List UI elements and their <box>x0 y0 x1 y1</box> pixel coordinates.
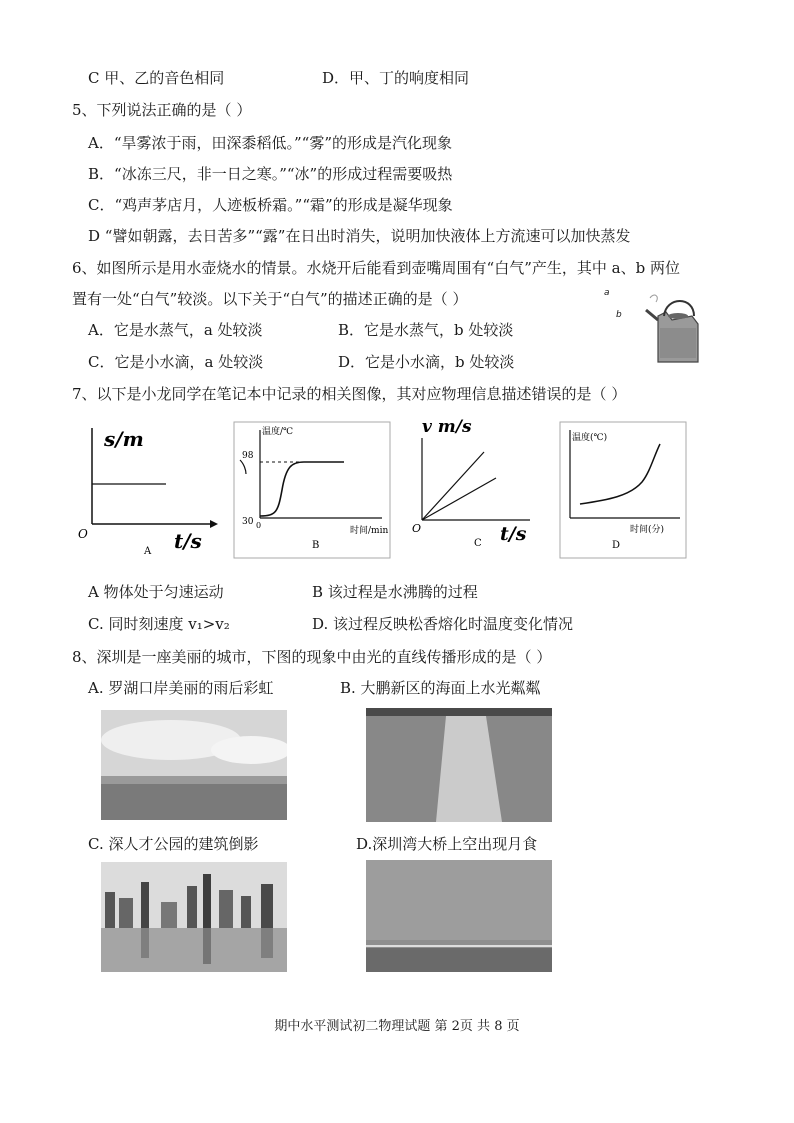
q6-stem-line1: 6、如图所示是用水壶烧水的情景。水烧开后能看到壶嘴周围有“白气”产生，其中 a、b 两位 <box>72 259 680 277</box>
q4-option-c: C 甲、乙的音色相同 <box>88 69 225 87</box>
q6-stem-line2: 置有一处“白气”较淡。以下关于“白气”的描述正确的是（ ） <box>72 290 468 308</box>
graph-d-series-line <box>580 444 660 504</box>
kettle-label-b: b <box>616 310 622 320</box>
graph-a-ylabel: s/m <box>104 427 144 451</box>
q7-option-c: C. 同时刻速度 v₁>v₂ <box>88 615 230 633</box>
q7-option-a: A 物体处于匀速运动 <box>88 583 224 601</box>
graph-d <box>558 420 688 560</box>
graph-c-xlabel: t/s <box>500 523 527 545</box>
q6-option-b: B．它是水蒸气，b 处较淡 <box>338 321 514 339</box>
graph-d-ylabel: 温度(℃) <box>572 433 608 443</box>
graph-c-series-v2 <box>422 478 496 520</box>
graph-b-origin: 0 <box>256 521 262 530</box>
building-reflection-photo <box>101 862 287 972</box>
kettle-label-a: a <box>604 288 610 298</box>
q6-option-a: A．它是水蒸气，a 处较淡 <box>88 321 263 339</box>
graph-a-xlabel: t/s <box>174 529 202 553</box>
q8-option-d: D.深圳湾大桥上空出现月食 <box>356 835 538 853</box>
q8-option-a: A. 罗湖口岸美丽的雨后彩虹 <box>88 679 274 697</box>
graph-d-caption: D <box>612 540 621 551</box>
q6-option-c: C．它是小水滴，a 处较淡 <box>88 353 264 371</box>
graph-b-ylabel: 温度/℃ <box>262 427 294 437</box>
graph-c <box>412 412 540 560</box>
graph-c-series-v1 <box>422 452 484 520</box>
q5-option-a: A．“旱雾浓于雨，田深黍稻低。”“雾”的形成是汽化现象 <box>88 134 453 152</box>
graph-a <box>72 420 222 560</box>
kettle-icon <box>636 286 706 372</box>
kettle-figure <box>604 286 706 372</box>
graph-b-tick-98: 98 <box>242 451 254 461</box>
q7-stem: 7、以下是小龙同学在笔记本中记录的相关图像，其对应物理信息描述错误的是（ ） <box>72 385 627 403</box>
graph-b <box>232 420 392 560</box>
sea-sparkle-photo <box>366 708 552 822</box>
q5-option-d: D “譬如朝露，去日苦多”“露”在日出时消失，说明加快液体上方流速可以加快蒸发 <box>88 227 631 245</box>
graph-c-caption: C <box>474 538 482 549</box>
q5-option-c: C．“鸡声茅店月，人迹板桥霜。”“霜”的形成是凝华现象 <box>88 196 453 214</box>
graph-c-origin: O <box>412 522 422 535</box>
graph-d-xlabel: 时间(分) <box>630 525 665 535</box>
q6-option-d: D．它是小水滴，b 处较淡 <box>338 353 515 371</box>
rainbow-photo <box>101 710 287 820</box>
graph-c-ylabel: v m/s <box>422 417 472 437</box>
graph-b-series-line <box>260 462 344 516</box>
q8-option-b: B. 大鹏新区的海面上水光粼粼 <box>340 679 541 697</box>
q8-option-c: C. 深人才公园的建筑倒影 <box>88 835 259 853</box>
graph-b-xlabel: 时间/min <box>350 526 389 536</box>
graph-a-origin: O <box>78 527 88 541</box>
graph-b-tick-30: 30 <box>242 517 254 527</box>
q4-option-d: D．甲、丁的响度相同 <box>322 69 470 87</box>
graph-a-caption: A <box>144 546 152 557</box>
q7-option-b: B 该过程是水沸腾的过程 <box>312 583 478 601</box>
q5-option-b: B．“冰冻三尺，非一日之寒。”“冰”的形成过程需要吸热 <box>88 165 453 183</box>
q8-stem: 8、深圳是一座美丽的城市，下图的现象中由光的直线传播形成的是（ ） <box>72 648 552 666</box>
lunar-eclipse-photo <box>366 860 552 972</box>
graph-b-caption: B <box>312 540 320 551</box>
q5-stem: 5、下列说法正确的是（ ） <box>72 101 252 119</box>
page-footer: 期中水平测试初二物理试题 第 2页 共 8 页 <box>274 1019 520 1034</box>
q7-option-d: D. 该过程反映松香熔化时温度变化情况 <box>312 615 574 633</box>
